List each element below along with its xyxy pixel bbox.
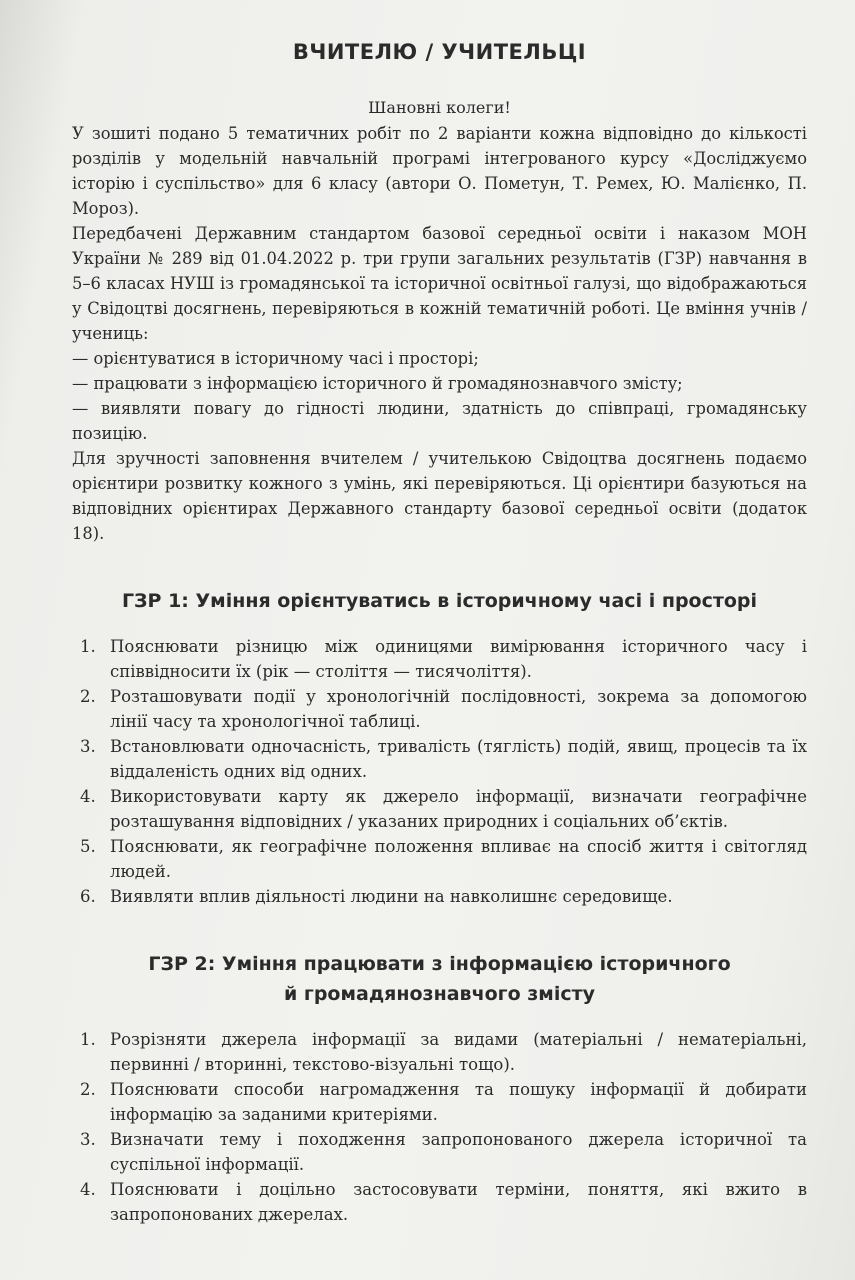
skill-item: — працювати з інформацією історичного й громадянознавчого змісту; <box>72 374 683 393</box>
item-number: 1. <box>80 1030 96 1049</box>
intro-paragraph-2: Передбачені Державним стандартом базової середньої освіти і наказом МОН України № 289 від 01.04.2022 р. три групи загальних результатів (ГЗР) навчання в 5–6 класах НУШ із громадянської та історичної освітньої галузі, що відображаються у Свідоцтві досягнень, перевіряються в кожній тематичній роботі. Це вміння учнів / учениць: <box>72 224 807 343</box>
item-text: Розрізняти джерела інформації за видами (матеріальні / нематеріальні, первинні / вторинні, текстово-візуальні тощо). <box>110 1030 807 1074</box>
list-item <box>72 784 807 834</box>
list-item <box>72 1177 807 1227</box>
salutation: Шановні колеги! <box>368 98 511 117</box>
item-text: Пояснювати різницю між одиницями вимірювання історичного часу і співвідносити їх (рік — століття — тисячоліття). <box>110 637 807 681</box>
item-text: Пояснювати способи нагромадження та пошуку інформації й добирати інформацію за заданими критеріями. <box>110 1080 807 1124</box>
item-number: 3. <box>80 1130 96 1149</box>
item-number: 6. <box>80 887 96 906</box>
section-1-heading: ГЗР 1: Уміння орієнтуватись в історичному часі і просторі <box>121 590 758 612</box>
item-text: Пояснювати, як географічне положення впливає на спосіб життя і світогляд людей. <box>110 837 807 881</box>
skill-item: — орієнтуватися в історичному часі і просторі; <box>72 349 479 368</box>
item-number: 5. <box>80 837 96 856</box>
item-text: Виявляти вплив діяльності людини на навколишнє середовище. <box>110 887 673 906</box>
item-number: 2. <box>80 1080 96 1099</box>
section-1-list <box>72 634 807 909</box>
item-text: Використовувати карту як джерело інформації, визначати географічне розташування відповідних / указаних природних і соціальних об’єктів. <box>110 787 807 831</box>
section-2-list <box>72 1027 807 1227</box>
list-item <box>72 1027 807 1077</box>
section-2-heading <box>72 949 807 1009</box>
section-2-heading-line-1: ГЗР 2: Уміння працювати з інформацією історичного <box>148 953 731 975</box>
list-item <box>72 834 807 884</box>
item-number: 2. <box>80 687 96 706</box>
list-item <box>72 884 807 909</box>
list-item <box>72 734 807 784</box>
item-number: 4. <box>80 787 96 806</box>
item-text: Визначати тему і походження запропонованого джерела історичної та суспільної інформації. <box>110 1130 807 1174</box>
item-number: 3. <box>80 737 96 756</box>
list-item <box>72 1127 807 1177</box>
intro-paragraph-1: У зошиті подано 5 тематичних робіт по 2 варіанти кожна відповідно до кількості розділів у модельній навчальній програмі інтегрованого курсу «Досліджуємо історію і суспільство» для 6 класу (автори О. Пометун, Т. Ремех, Ю. Малієнко, П. Мороз). <box>72 124 807 218</box>
item-text: Розташовувати події у хронологічній послідовності, зокрема за допомогою лінії часу та хронологічної таблиці. <box>110 687 807 731</box>
intro-paragraph-3: Для зручності заповнення вчителем / учителькою Свідоцтва досягнень подаємо орієнтири розвитку кожного з умінь, які перевіряються. Ці орієнтири базуються на відповідних орієнтирах Державного стандарту базової середньої освіти (додаток 18). <box>72 449 807 543</box>
item-text: Пояснювати і доцільно застосовувати терміни, поняття, які вжито в запропонованих джерелах. <box>110 1180 807 1224</box>
page-title: ВЧИТЕЛЮ / УЧИТЕЛЬЦІ <box>292 40 587 64</box>
item-number: 1. <box>80 637 96 656</box>
skill-item: — виявляти повагу до гідності людини, здатність до співпраці, громадянську позицію. <box>72 399 807 443</box>
list-item <box>72 1077 807 1127</box>
skills-list <box>72 346 807 446</box>
item-number: 4. <box>80 1180 96 1199</box>
item-text: Встановлювати одночасність, тривалість (тяглість) подій, явищ, процесів та їх віддаленість одних від одних. <box>110 737 807 781</box>
list-item <box>72 684 807 734</box>
list-item <box>72 634 807 684</box>
section-2-heading-line-2: й громадянознавчого змісту <box>283 983 596 1005</box>
